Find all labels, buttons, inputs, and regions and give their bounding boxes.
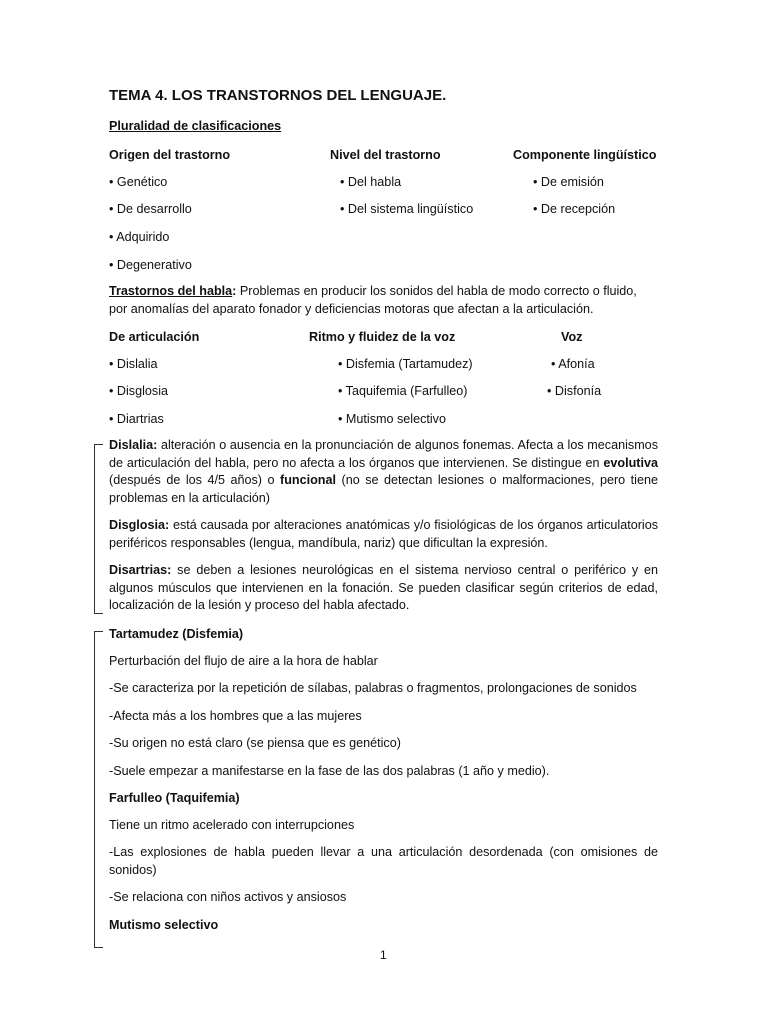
list-item: • De emisión (533, 175, 604, 189)
tartamudez-heading: Tartamudez (Disfemia) (109, 627, 244, 641)
list-item: • Dislalia (109, 357, 158, 371)
tartamudez-line: -Su origen no está claro (se piensa que es genético) (109, 736, 401, 750)
list-item: • Disfonía (547, 384, 602, 398)
tartamudez-line: -Afecta más a los hombres que a las mujeres (109, 709, 362, 723)
list-item: • Del habla (340, 175, 402, 189)
list-item: • Degenerativo (109, 258, 192, 272)
tartamudez-line: -Suele empezar a manifestarse en la fase de las dos palabras (1 año y medio). (109, 764, 550, 778)
speech-disorders-intro-cont: por anomalías del aparato fonador y deficiencias motoras que afectan a la articulación. (109, 302, 594, 316)
list-item: • Diartrias (109, 412, 164, 426)
classification-heading: Pluralidad de clasificaciones (109, 119, 282, 133)
page-number: 1 (380, 948, 387, 962)
rhythm-column-header: Ritmo y fluidez de la voz (309, 330, 456, 344)
left-bracket (94, 631, 103, 948)
list-item: • Taquifemia (Farfulleo) (338, 384, 468, 398)
list-item: • Adquirido (109, 230, 170, 244)
farfulleo-line: -Las explosiones de habla pueden llevar a una articulación desordenada (con omisiones de sonidos) (109, 845, 658, 877)
list-item: • Disfemia (Tartamudez) (338, 357, 473, 371)
page-title: TEMA 4. LOS TRANSTORNOS DEL LENGUAJE. (109, 87, 447, 104)
tartamudez-line: Perturbación del flujo de aire a la hora de hablar (109, 654, 378, 668)
origin-column-header: Origen del trastorno (109, 148, 231, 162)
farfulleo-line: Tiene un ritmo acelerado con interrupciones (109, 818, 355, 832)
articulation-column-header: De articulación (109, 330, 200, 344)
list-item: • Genético (109, 175, 168, 189)
list-item: • De desarrollo (109, 202, 192, 216)
dislalia-paragraph: Dislalia: alteración o ausencia en la pronunciación de algunos fonemas. Afecta a los mecanismos de articulación del habla, pero no afecta a los órganos que intervienen. Se distingue en evolutiva (después de los 4/5 años) o funcional (no se detectan lesiones o malformaciones, pero tiene problemas en la articulación) (109, 438, 658, 505)
list-item: • De recepción (533, 202, 616, 216)
voice-column-header: Voz (561, 330, 583, 344)
level-column-header: Nivel del trastorno (330, 148, 441, 162)
left-bracket (94, 444, 103, 614)
speech-disorders-term: Trastornos del habla (109, 284, 233, 298)
farfulleo-heading: Farfulleo (Taquifemia) (109, 791, 240, 805)
list-item: • Mutismo selectivo (338, 412, 446, 426)
farfulleo-line: -Se relaciona con niños activos y ansiosos (109, 890, 347, 904)
component-column-header: Componente lingüístico (513, 148, 657, 162)
list-item: • Afonía (551, 357, 595, 371)
disartrias-paragraph: Disartrias: se deben a lesiones neurológicas en el sistema nervioso central o periférico y en algunos músculos que intervienen en la fonación. Se pueden clasificar según criterios de edad, localización de la lesión y proceso del habla afectado. (109, 563, 658, 613)
mutismo-heading: Mutismo selectivo (109, 918, 219, 932)
list-item: • Disglosia (109, 384, 169, 398)
list-item: • Del sistema lingüístico (340, 202, 474, 216)
speech-disorders-intro: Trastornos del habla: Problemas en producir los sonidos del habla de modo correcto o fluido, (109, 284, 637, 298)
tartamudez-line: -Se caracteriza por la repetición de sílabas, palabras o fragmentos, prolongaciones de sonidos (109, 681, 637, 695)
disglosia-paragraph: Disglosia: está causada por alteraciones anatómicas y/o fisiológicas de los órganos articulatorios periféricos responsables (lengua, mandíbula, nariz) que dificultan la expresión. (109, 518, 658, 550)
